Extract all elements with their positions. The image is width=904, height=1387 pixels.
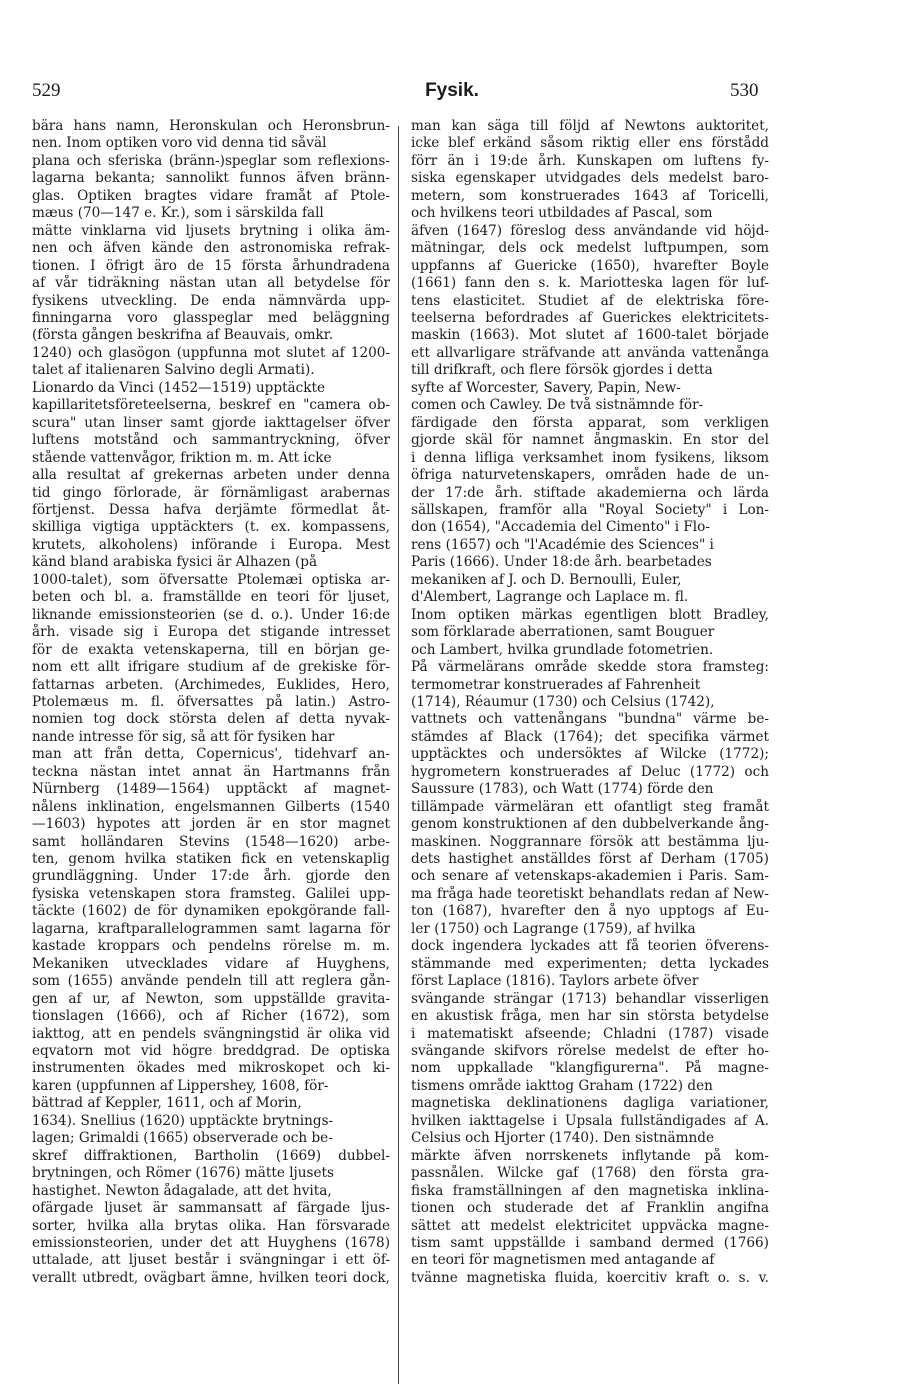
text-line: liknande emissionsteorien (se d. o.). Under 16:de	[32, 606, 390, 623]
text-line: lagarna bekanta; sannolikt funnos äfven bränn-	[32, 170, 390, 187]
text-line: känd bland arabiska fysici är Alhazen (på	[32, 554, 318, 571]
text-line: nom uppkallade "klangfigurerna". På magne-	[411, 1060, 769, 1077]
text-line: hygrometern konstruerades af Deluc (1772) och	[411, 763, 769, 780]
text-line: Inom optiken märkas egentligen blott Bradley,	[411, 606, 769, 623]
text-line: dets hastighet anställdes först af Derham (1705)	[411, 851, 769, 868]
text-line: stående vattenvågor, friktion m. m. Att icke	[32, 449, 332, 466]
text-line: glas. Optiken bragtes vidare framåt af Ptole-	[32, 187, 390, 204]
text-line: metern, som konstruerades 1643 af Toricelli,	[411, 187, 769, 204]
text-line: ten, genom hvilka statiken fick en vetenskaplig	[32, 851, 390, 868]
text-line: mæus (70—147 e. Kr.), som i särskilda fall	[32, 205, 324, 222]
text-line: mekaniken af J. och D. Bernoulli, Euler,	[411, 571, 682, 588]
text-line: i matematiskt afseende; Chladni (1787) visade	[411, 1025, 769, 1042]
text-line: iakttog, att en pendels svängningstid är olika vid	[32, 1025, 390, 1042]
running-head: Fysik.	[425, 80, 479, 101]
text-line: hvilken iakttagelse i Upsala fullständigades af A.	[411, 1112, 769, 1129]
text-line: som (1655) använde pendeln till att reglera gån-	[32, 973, 390, 990]
text-line: nen. Inom optiken voro vid denna tid såväl	[32, 135, 327, 152]
text-line: förtjenst. Dessa hafva derjämte förmedlat åt-	[32, 501, 390, 518]
text-line: tionen och studerade det af Franklin angifna	[411, 1200, 769, 1217]
text-line: syfte af Worcester, Savery, Papin, New-	[411, 379, 681, 396]
text-line: uppfanns af Guericke (1650), hvarefter Boyle	[411, 257, 769, 274]
text-line: maskin (1663). Mot slutet af 1600-talet började	[411, 327, 769, 344]
text-line: man kan säga till följd af Newtons auktoritet,	[411, 118, 769, 134]
text-line: och Lambert, hvilka grundlade fotometrien.	[411, 641, 714, 658]
text-line: först Laplace (1816). Taylors arbete öfver	[411, 973, 699, 990]
text-line: ton (1687), hvarefter den å nyo upptogs af Eu-	[411, 903, 769, 920]
text-line: verallt utbredt, ovägbart ämne, hvilken teori dock,	[32, 1269, 390, 1286]
text-line: passnålen. Wilcke gaf (1768) den första gra-	[411, 1165, 769, 1182]
text-line: alla resultat af grekernas arbeten under denna	[32, 467, 390, 484]
text-line: ler (1750) och Lagrange (1759), af hvilka	[411, 920, 696, 937]
page-number-right: 530	[730, 80, 759, 101]
text-line: finningarna voro glasspeglar med beläggning	[32, 309, 390, 326]
text-line: comen och Cawley. De två sistnämnde för-	[411, 397, 704, 414]
text-line: Ptolemæus m. fl. öfversattes på latin.) Astro-	[32, 693, 390, 710]
text-line: hastighet. Newton ådagalade, att det hvita,	[32, 1182, 332, 1199]
text-line: Celsius och Hjorter (1740). Den sistnämnde	[411, 1130, 714, 1147]
text-line: icke blef erkänd såsom riktig eller ens förstådd	[411, 135, 769, 152]
text-line: vattnets och vattenångans "bundna" värme be-	[411, 711, 769, 728]
text-line: färdigade den första apparat, som verkligen	[411, 414, 769, 431]
text-line: i denna lifliga verksamhet inom fysikens, liksom	[411, 449, 769, 466]
text-line: mätte vinklarna vid ljusets brytning i olika äm-	[32, 222, 390, 239]
text-line: öfriga naturvetenskapers, områden hade de un-	[411, 467, 769, 484]
text-line: svängande strängar (1713) behandlar visserligen	[411, 990, 769, 1007]
text-line: som förklarade aberrationen, samt Bouguer	[411, 624, 715, 641]
text-line: mätningar, dels ock medelst luftpumpen, som	[411, 240, 769, 257]
text-column-right	[411, 118, 769, 1287]
text-line: der 17:de årh. stiftade akademierna och lärda	[411, 484, 769, 501]
text-line: siska egenskaper utvidgades dels medelst baro-	[411, 170, 769, 187]
text-line: en teori för magnetismen med antagande af	[411, 1252, 715, 1269]
page-number-left: 529	[32, 80, 61, 101]
text-line: rens (1657) och "l'Académie des Sciences" i	[411, 536, 714, 553]
text-line: (1714), Réaumur (1730) och Celsius (1742),	[411, 693, 715, 710]
text-line: förr än i 19:de årh. Kunskapen om luftens fy-	[411, 152, 769, 169]
text-line: maskinen. Noggrannare försök att bestämma lju-	[411, 833, 769, 850]
text-line: en akustisk fråga, men har sin största betydelse	[411, 1008, 769, 1025]
text-line: bättrad af Keppler, 1611, och af Morin,	[32, 1095, 302, 1112]
text-line: 1240) och glasögon (uppfunna mot slutet af 1200-	[32, 344, 390, 361]
text-line: talet af italienaren Salvino degli Armati).	[32, 362, 315, 379]
text-line: Saussure (1783), och Watt (1774) förde den	[411, 781, 714, 798]
text-line: till drifkraft, och flere försök gjordes i detta	[411, 362, 713, 379]
text-line: stämdes af Black (1764); det specifika värmet	[411, 728, 769, 745]
text-line: tvänne magnetiska fluida, koercitiv kraft o. s. v.	[411, 1269, 769, 1286]
text-line: lagarna, kraftparallelogrammen samt lagarna för	[32, 920, 390, 937]
text-line: nen och äfven kände den astronomiska refrak-	[32, 240, 390, 257]
text-line: brytningen, och Römer (1676) mätte ljusets	[32, 1165, 334, 1182]
text-line: för de exakta vetenskaperna, till en början ge-	[32, 641, 390, 658]
text-line: sällskapen, framför alla "Royal Society" i Lon-	[411, 501, 769, 518]
text-line: termometrar konstruerades af Fahrenheit	[411, 676, 701, 693]
text-line: skilliga vigtiga upptäckters (t. ex. kompassens,	[32, 519, 390, 536]
text-line: af vår tidräkning nästan utan all betydelse för	[32, 275, 390, 292]
text-line: På värmelärans område skedde stora framsteg:	[411, 659, 769, 676]
text-line: Lionardo da Vinci (1452—1519) upptäckte	[32, 379, 326, 396]
text-line: nom ett allt ifrigare studium af de grekiske för-	[32, 659, 390, 676]
text-line: tens elasticitet. Studiet af de elektriska före-	[411, 292, 769, 309]
text-line: upptäcktes och undersöktes af Wilcke (1772);	[411, 746, 769, 763]
text-line: ofärgade ljuset är sammansatt af färgade ljus-	[32, 1200, 390, 1217]
text-line: bära hans namn, Heronskulan och Heronsbrun-	[32, 118, 390, 134]
text-line: gen af ur, af Newton, som uppställde gravita-	[32, 990, 390, 1007]
text-line: teckna nästan intet annat än Hartmanns från	[32, 763, 390, 780]
text-line: emissionsteorien, under det att Huyghens (1678)	[32, 1235, 390, 1251]
text-line: äfven (1647) föreslog dess användande vid höjd-	[411, 222, 769, 239]
text-line: instrumenten ökades med mikroskopet och ki-	[32, 1060, 390, 1077]
text-line: krutets, alkoholens) införande i Europa. Mest	[32, 536, 390, 553]
text-line: Nürnberg (1489—1564) upptäckt af magnet-	[32, 781, 390, 798]
text-line: svängande skifvors rörelse medelst de efter ho-	[411, 1043, 769, 1060]
text-line: tionslagen (1666), och af Richer (1672), som	[32, 1008, 390, 1025]
text-line: lagen; Grimaldi (1665) observerade och be-	[32, 1130, 333, 1147]
text-line: d'Alembert, Lagrange och Laplace m. fl.	[411, 589, 689, 606]
text-line: sättet att medelst elektricitet uppväcka magne-	[411, 1217, 769, 1234]
text-line: märkte äfven norrskenets inflytande på kom-	[411, 1147, 769, 1164]
text-line: don (1654), "Accademia del Cimento" i Flo-	[411, 519, 710, 536]
text-line: genom konstruktionen af den dubbelverkande ång-	[411, 816, 769, 833]
text-line: eqvatorn mot vid högre breddgrad. De optiska	[32, 1043, 390, 1060]
text-line: luftens motstånd och sammantryckning, öfver	[32, 432, 390, 449]
text-line: skref diffraktionen, Bartholin (1669) dubbel-	[32, 1147, 390, 1164]
text-line: gjorde skäl för namnet ångmaskin. En stor del	[411, 432, 769, 449]
text-line: samt holländaren Stevins (1548—1620) arbe-	[32, 833, 390, 850]
text-line: magnetiska deklinationens dagliga variationer,	[411, 1095, 769, 1112]
text-line: sorter, hvilka alla brytas olika. Han försvarade	[32, 1217, 390, 1234]
text-line: kastade kroppars och pendelns rörelse m. m.	[32, 938, 390, 955]
text-line: ma fråga hade teoretiskt behandlats redan af New-	[411, 885, 769, 902]
text-line: beten och bl. a. framställde en teori för ljuset,	[32, 589, 390, 606]
text-line: och hvilkens teori utbildades af Pascal, som	[411, 205, 713, 222]
text-line: tismens område iakttog Graham (1722) den	[411, 1077, 713, 1094]
text-line: dock ingendera lyckades att få teorien öfverens-	[411, 938, 769, 955]
text-line: Mekaniken utvecklades vidare af Huyghens,	[32, 955, 390, 972]
text-line: fattarnas arbeten. (Archimedes, Euklides, Hero,	[32, 676, 390, 693]
text-line: fysiska vetenskapen stora framsteg. Galilei upp-	[32, 885, 390, 902]
text-line: tionen. I öfrigt äro de 15 första århundradena	[32, 257, 390, 274]
text-line: scura" utan linser samt gjorde iakttagelser öfver	[32, 414, 390, 431]
text-line: fysikens utveckling. De enda nämnvärda upp-	[32, 292, 390, 309]
text-line: täckte (1602) de för dynamiken epokgörande fall-	[32, 903, 390, 920]
text-line: nomien tog dock största delen af detta nyvak-	[32, 711, 390, 728]
text-line: uttalade, att ljuset består i svängningar i ett öf-	[32, 1252, 390, 1269]
text-line: man att från detta, Copernicus', tidehvarf an-	[32, 746, 390, 763]
text-line: plana och sferiska (bränn-)speglar som reflexions-	[32, 152, 390, 169]
text-line: 1000-talet), som öfversatte Ptolemæi optiska ar-	[32, 571, 390, 588]
text-line: nålens inklination, engelsmannen Gilberts (1540	[32, 798, 390, 815]
text-line: tid gingo förlorade, är förnämligast arabernas	[32, 484, 390, 501]
text-line: årh. visade sig i Europa det stigande intresset	[32, 624, 390, 641]
text-line: teelserna befordrades af Guerickes elektricitets-	[411, 309, 769, 326]
text-line: och senare af vetenskaps-akademien i Paris. Sam-	[411, 868, 769, 885]
text-line: tism samt uppställde i samband dermed (1766)	[411, 1235, 769, 1251]
text-line: (första gången beskrifna af Beauvais, omkr.	[32, 327, 334, 344]
text-line: grundläggning. Under 17:de årh. gjorde den	[32, 868, 390, 885]
text-line: kapillaritetsföreteelserna, beskref en "camera ob-	[32, 397, 390, 414]
text-line: —1603) hypotes att jorden är en stor magnet	[32, 816, 390, 833]
column-divider	[398, 126, 399, 1384]
text-line: karen (uppfunnen af Lippershey, 1608, för-	[32, 1077, 329, 1094]
text-line: (1661) fann den s. k. Mariotteska lagen för luf-	[411, 275, 769, 292]
text-line: 1634). Snellius (1620) upptäckte brytnings-	[32, 1112, 334, 1129]
text-line: ett allvarligare sträfvande att använda vattenånga	[411, 344, 769, 361]
text-line: nande intresse för sig, så att för fysiken har	[32, 728, 335, 745]
text-line: fiska framställningen af den magnetiska inklina-	[411, 1182, 769, 1199]
text-line: Paris (1666). Under 18:de årh. bearbetades	[411, 554, 712, 571]
text-column-left	[32, 118, 390, 1287]
text-line: stämmande med experimenten; detta lyckades	[411, 955, 769, 972]
text-line: tillämpade värmeläran ett ofantligt steg framåt	[411, 798, 769, 815]
